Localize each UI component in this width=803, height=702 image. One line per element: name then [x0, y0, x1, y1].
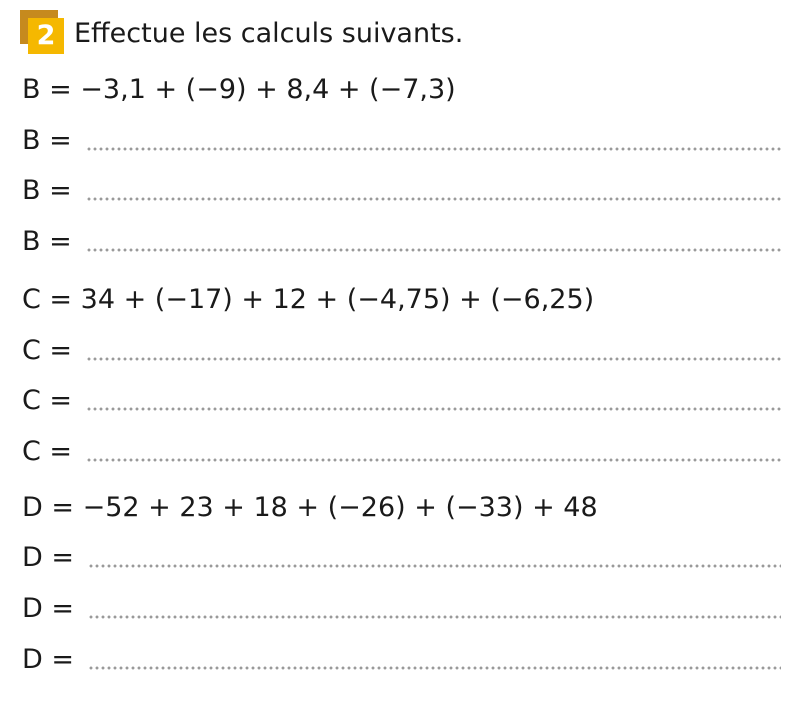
- exercise-instruction: Effectue les calculs suivants.: [74, 18, 464, 49]
- dotted-answer-line[interactable]: [88, 615, 781, 619]
- answer-line-b-3[interactable]: [22, 222, 781, 262]
- answer-label-d: D =: [22, 644, 74, 675]
- answer-line-b-1[interactable]: [22, 121, 781, 161]
- answer-label-d: D =: [22, 593, 74, 624]
- answer-line-c-3[interactable]: [22, 432, 781, 472]
- expression-d-text: D = −52 + 23 + 18 + (−26) + (−33) + 48: [22, 492, 598, 523]
- answer-line-c-2[interactable]: [22, 381, 781, 421]
- answer-label-c: C =: [22, 436, 73, 467]
- dotted-answer-line[interactable]: [88, 666, 781, 670]
- expression-d: [22, 488, 781, 528]
- answer-line-c-1[interactable]: [22, 331, 781, 371]
- answer-label-c: C =: [22, 335, 73, 366]
- dotted-answer-line[interactable]: [86, 197, 781, 201]
- answer-label-b: B =: [22, 175, 72, 206]
- answer-line-d-1[interactable]: [22, 538, 781, 578]
- answer-label-b: B =: [22, 125, 72, 156]
- expression-c: [22, 280, 781, 320]
- dotted-answer-line[interactable]: [86, 407, 781, 411]
- answer-label-d: D =: [22, 542, 74, 573]
- expression-c-text: C = 34 + (−17) + 12 + (−4,75) + (−6,25): [22, 284, 595, 315]
- exercise-number: 2: [28, 18, 64, 54]
- dotted-answer-line[interactable]: [86, 147, 781, 151]
- exercise-header: [20, 10, 463, 54]
- answer-line-b-2[interactable]: [22, 171, 781, 211]
- answer-line-d-2[interactable]: [22, 589, 781, 629]
- dotted-answer-line[interactable]: [86, 357, 781, 361]
- dotted-answer-line[interactable]: [88, 564, 781, 568]
- dotted-answer-line[interactable]: [86, 248, 781, 252]
- answer-label-c: C =: [22, 385, 73, 416]
- dotted-answer-line[interactable]: [86, 458, 781, 462]
- exercise-number-badge: [20, 10, 66, 54]
- answer-label-b: B =: [22, 226, 72, 257]
- expression-b-text: B = −3,1 + (−9) + 8,4 + (−7,3): [22, 74, 456, 105]
- answer-line-d-3[interactable]: [22, 640, 781, 680]
- expression-b: [22, 70, 781, 110]
